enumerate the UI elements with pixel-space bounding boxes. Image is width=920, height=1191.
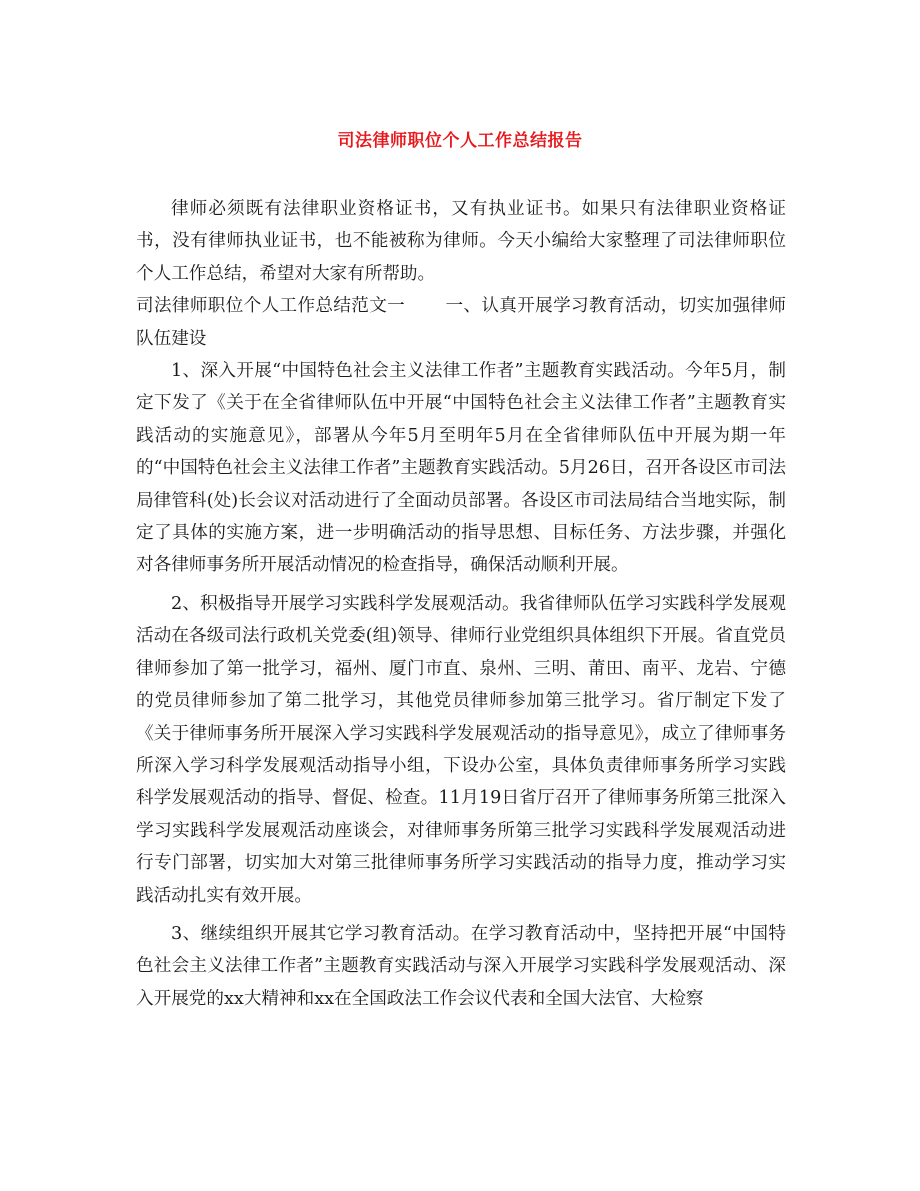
- intro-paragraph: 律师必须既有法律职业资格证书，又有执业证书。如果只有法律职业资格证书，没有律师执业证书，也不能被称为律师。今天小编给大家整理了司法律师职位个人工作总结，希望对大家有所帮助。: [136, 199, 786, 284]
- section-heading-line: [136, 290, 786, 355]
- body-paragraph-2: 2、积极指导开展学习实践科学发展观活动。我省律师队伍学习实践科学发展观活动在各级司法行政机关党委(组)领导、律师行业党组织具体组织下开展。省直党员律师参加了第一批学习，福州、厦门市直、泉州、三明、莆田、南平、龙岩、宁德的党员律师参加了第二批学习，其他党员律师参加第三批学习。省厅制定下发了《关于律师事务所开展深入学习实践科学发展观活动的指导意见》，成立了律师事务所深入学习科学发展观活动指导小组，下设办公室，具体负责律师事务所学习实践科学发展观活动的指导、督促、检查。11月19日省厅召开了律师事务所第三批深入学习实践科学发展观活动座谈会，对律师事务所第三批学习实践科学发展观活动进行专门部署，切实加大对第三批律师事务所学习实践活动的指导力度，推动学习实践活动扎实有效开展。: [136, 593, 786, 906]
- body-paragraph-1: 1、深入开展“中国特色社会主义法律工作者”主题教育实践活动。今年5月，制定下发了《关于在全省律师队伍中开展“中国特色社会主义法律工作者”主题教育实践活动的实施意见》，部署从今年5月至明年5月在全省律师队伍中开展为期一年的“中国特色社会主义法律工作者”主题教育实践活动。5月26日，召开各设区市司法局律管科(处)长会议对活动进行了全面动员部署。各设区市司法局结合当地实际，制定了具体的实施方案，进一步明确活动的指导思想、目标任务、方法步骤，并强化对各律师事务所开展活动情况的检查指导，确保活动顺利开展。: [136, 361, 786, 576]
- section-heading: 一、认真开展学习教育活动，切实加强律师队伍建设: [136, 296, 786, 349]
- section-label: 司法律师职位个人工作总结范文一: [136, 296, 406, 317]
- document-title: 司法律师职位个人工作总结报告: [337, 131, 583, 151]
- document-body: [136, 193, 786, 1015]
- body-paragraph-3: 3、继续组织开展其它学习教育活动。在学习教育活动中，坚持把开展“中国特色社会主义法律工作者”主题教育实践活动与深入开展学习实践科学发展观活动、深入开展党的xx大精神和xx在全国政法工作会议代表和全国大法官、大检察: [136, 923, 786, 1009]
